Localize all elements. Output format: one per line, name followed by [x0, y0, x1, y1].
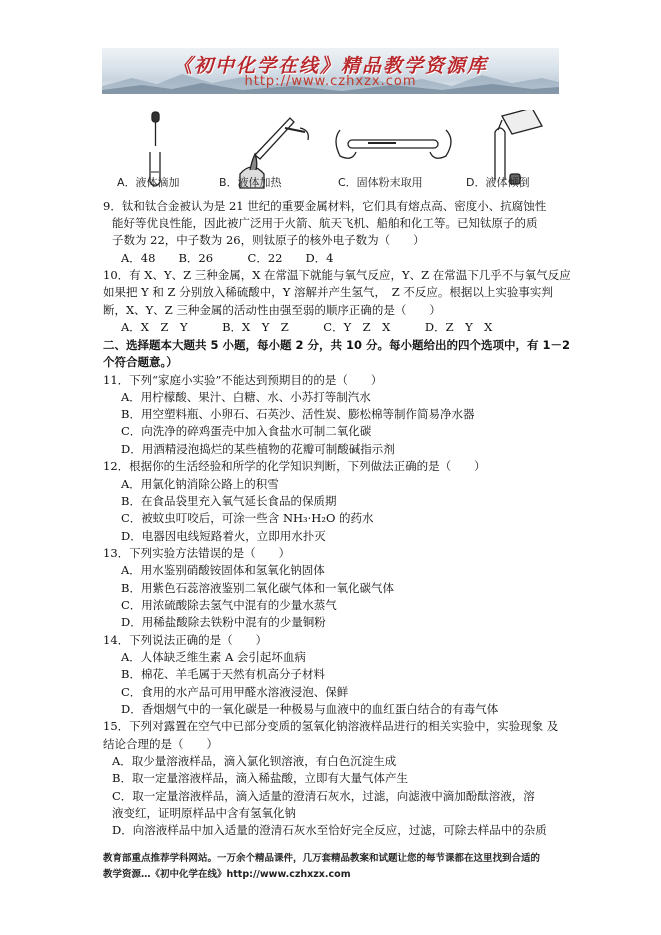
q13-stem: 13．下列实验方法错误的是（ ） — [103, 546, 291, 560]
q15-option-d: D．向溶液样品中加入适量的澄清石灰水至恰好完全反应，过滤，可除去样品中的杂质 — [112, 823, 547, 837]
q11-stem: 11．下列“家庭小实验”不能达到预期目的的是（ ） — [103, 373, 383, 387]
q15-option-c-1: C．取一定量溶液样品，滴入适量的澄清石灰水，过滤，向滤液中滴加酚酞溶液，溶 — [112, 789, 535, 803]
q15-stem-2: 结论合理的是（ ） — [103, 737, 218, 751]
q10-options: A．X Z Y B．X Y Z C．Y Z X D．Z Y X — [121, 320, 493, 334]
q13-option-d: D．用稀盐酸除去铁粉中混有的少量铜粉 — [121, 615, 326, 629]
q9-line-1: 9．钛和钛合金被认为是 21 世纪的重要金属材料，它们具有熔点高、密度小、抗腐蚀性 — [103, 199, 547, 213]
q11-option-b: B．用空塑料瓶、小卵石、石英沙、活性炭、膨松棉等制作简易净水器 — [121, 407, 475, 421]
banner-url[interactable]: http://www.czhxzx.com — [244, 74, 417, 89]
q14-option-d: D．香烟烟气中的一氧化碳是一种极易与血液中的血红蛋白结合的有毒气体 — [121, 702, 499, 716]
footer-line-2[interactable]: 教学资源…《初中化学在线》http://www.czhxzx.com — [103, 869, 351, 880]
q14-option-a: A．人体缺乏维生素 A 会引起坏血病 — [121, 650, 306, 664]
q10-line-3: 断，X、Y、Z 三种金属的活动性由强至弱的顺序正确的是（ ） — [103, 303, 441, 317]
q14-option-b: B．棉花、羊毛属于天然有机高分子材料 — [121, 667, 325, 681]
caption-a: A．液体滴加 — [117, 176, 180, 189]
q10-line-2: 如果把 Y 和 Z 分别放入稀硫酸中，Y 溶解并产生氢气， Z 不反应。根据以上实验事实判 — [103, 285, 553, 299]
section-two-heading-2: 个符合题意。） — [103, 355, 178, 369]
caption-b: B．液体加热 — [219, 176, 282, 189]
q12-option-d: D．电器因电线短路着火，立即用水扑灭 — [121, 529, 326, 543]
caption-c: C．固体粉末取用 — [338, 176, 423, 189]
q11-option-a: A．用柠檬酸、果汁、白糖、水、小苏打等制汽水 — [121, 390, 371, 404]
hands-powder-tube-icon — [336, 130, 451, 158]
pouring-bottle-icon — [495, 110, 542, 184]
q13-option-b: B．用紫色石蕊溶液鉴别二氧化碳气体和一氧化碳气体 — [121, 581, 394, 595]
q9-options: A．48 B．26 C．22 D．4 — [121, 251, 334, 265]
q15-stem-1: 15．下列对露置在空气中已部分变质的氢氧化钠溶液样品进行的相关实验中，实验现象 及 — [103, 719, 559, 733]
q9-line-3: 子数为 22，中子数为 26，则钛原子的核外电子数为（ ） — [112, 233, 425, 247]
q15-option-c-2: 液变红，证明原样品中含有氢氧化钠 — [112, 806, 296, 820]
q11-option-c: C．向洗净的碎鸡蛋壳中加入食盐水可制二氧化碳 — [121, 424, 372, 438]
q14-stem: 14．下列说法正确的是（ ） — [103, 633, 268, 647]
caption-d: D．液体倾倒 — [466, 176, 530, 189]
q13-option-c: C．用浓硫酸除去氢气中混有的少量水蒸气 — [121, 598, 337, 612]
q11-option-d: D．用酒精浸泡捣烂的某些植物的花瓣可制酸碱指示剂 — [121, 442, 395, 456]
banner-title: 《初中化学在线》精品教学资源库 — [172, 55, 488, 77]
q13-option-a: A．用水鉴别硝酸铵固体和氢氧化钠固体 — [121, 563, 325, 577]
q12-option-c: C．被蚊虫叮咬后，可涂一些含 NH₃·H₂O 的药水 — [121, 511, 374, 525]
q12-stem: 12．根据你的生活经验和所学的化学知识判断，下列做法正确的是（ ） — [103, 459, 486, 473]
q14-option-c: C．食用的水产品可用甲醛水溶液浸泡、保鲜 — [121, 685, 349, 699]
q15-option-b: B．取一定量溶液样品，滴入稀盐酸，立即有大量气体产生 — [112, 771, 408, 785]
section-two-heading-1: 二、选择题本大题共 5 小题，每小题 2 分，共 10 分。每小题给出的四个选项中，有 1－2 — [103, 338, 571, 352]
header-banner — [102, 48, 559, 94]
footer-line-1: 教育部重点推荐学科网站。一万余个精品课件，几万套精品教案和试题让您的每节课都在这里找到合适的 — [103, 853, 541, 864]
q15-option-a: A．取少量溶液样品，滴入氯化钡溶液，有白色沉淀生成 — [112, 754, 397, 768]
q12-option-a: A．用氯化钠消除公路上的积雪 — [121, 477, 279, 491]
q9-line-2: 能好等优良性能，因此被广泛用于火箭、航天飞机、船舶和化工等。已知钛原子的质 — [112, 216, 538, 230]
q10-line-1: 10．有 X、Y、Z 三种金属，X 在常温下就能与氧气反应，Y、Z 在常温下几乎不与氧气反应 — [103, 268, 571, 282]
q12-option-b: B．在食品袋里充入氧气延长食品的保质期 — [121, 494, 337, 508]
